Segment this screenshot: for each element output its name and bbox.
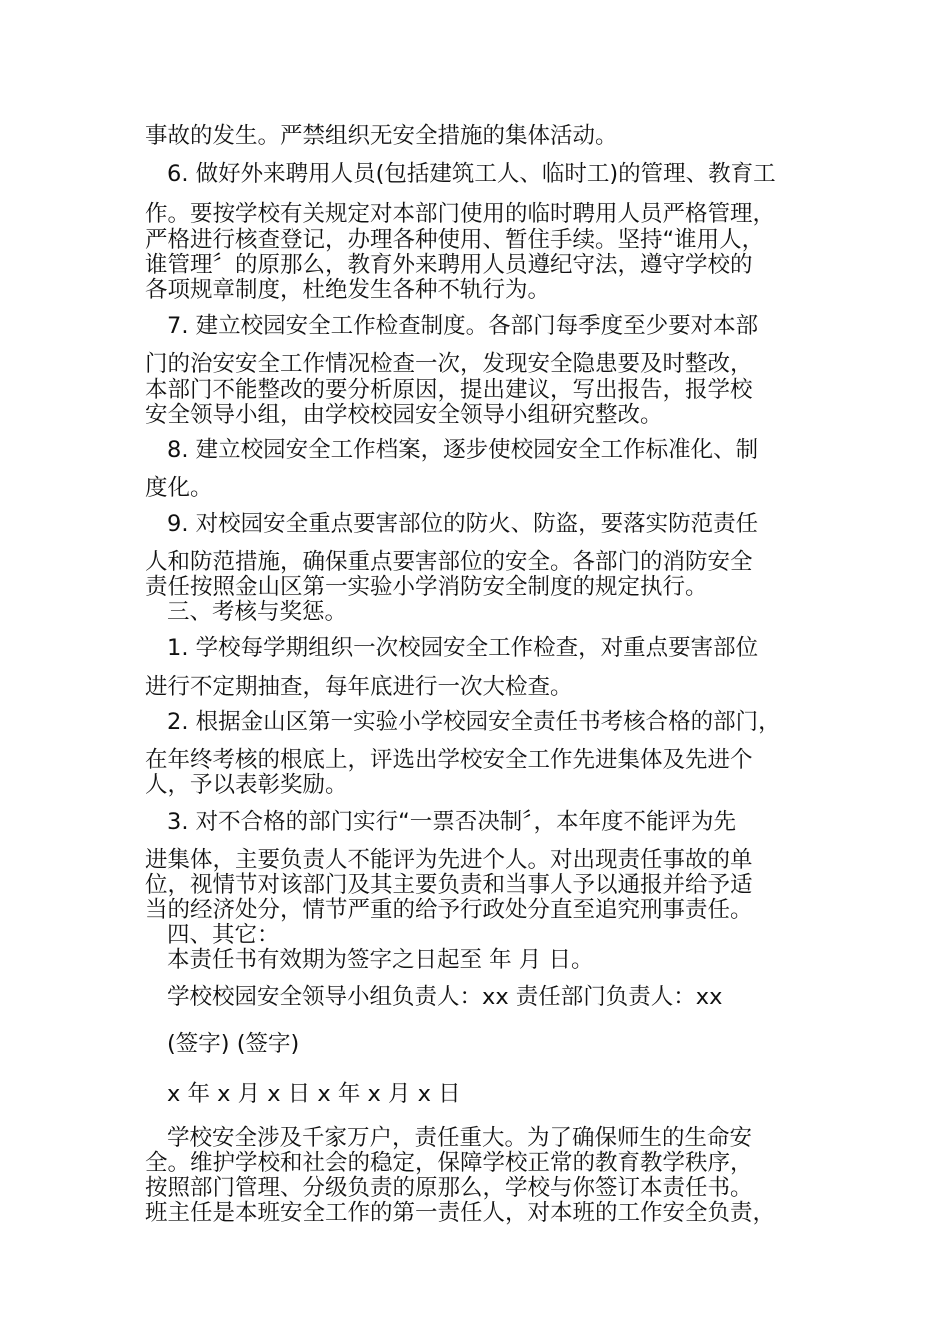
text-line: 度化。 (145, 475, 213, 501)
section-heading-4: 四、其它： (167, 922, 280, 948)
text-line: 门的治安安全工作情况检查一次，发现安全隐患要及时整改， (145, 351, 753, 377)
list-item-3: 3. 对不合格的部门实行“一票否决制〞，本年度不能评为先 (167, 809, 737, 835)
text-line: 进集体，主要负责人不能评为先进个人。对出现责任事故的单 (145, 847, 753, 873)
text-line: 全。维护学校和社会的稳定，保障学校正常的教育教学秩序， (145, 1150, 753, 1176)
validity-line: 本责任书有效期为签字之日起至 年 月 日。 (167, 947, 594, 973)
section-heading-3: 三、考核与奖惩。 (167, 599, 348, 625)
text-line: 人，予以表彰奖励。 (145, 772, 348, 798)
text-line: 当的经济处分，情节严重的给予行政处分直至追究刑事责任。 (145, 897, 753, 923)
text-line: 按照部门管理、分级负责的原那么，学校与你签订本责任书。 (145, 1175, 753, 1201)
list-item-6: 6. 做好外来聘用人员(包括建筑工人、临时工)的管理、教育工 (167, 161, 776, 187)
text-line: 责任按照金山区第一实验小学消防安全制度的规定执行。 (145, 574, 708, 600)
text-line: 作。要按学校有关规定对本部门使用的临时聘用人员严格管理， (145, 201, 776, 227)
date-line: x 年 x 月 x 日 x 年 x 月 x 日 (167, 1081, 461, 1107)
text-line: 事故的发生。严禁组织无安全措施的集体活动。 (145, 123, 618, 149)
text-line: 在年终考核的根底上，评选出学校安全工作先进集体及先进个 (145, 747, 753, 773)
text-line: 进行不定期抽查，每年底进行一次大检查。 (145, 674, 573, 700)
signatory-line: 学校校园安全领导小组负责人：xx 责任部门负责人：xx (167, 984, 723, 1010)
text-line: 本部门不能整改的要分析原因，提出建议，写出报告，报学校 (145, 377, 753, 403)
text-line: 班主任是本班安全工作的第一责任人，对本班的工作安全负责， (145, 1200, 776, 1226)
signature-line: (签字) (签字) (167, 1031, 300, 1057)
text-line: 学校安全涉及千家万户，责任重大。为了确保师生的生命安 (167, 1125, 753, 1151)
list-item-8: 8. 建立校园安全工作档案，逐步使校园安全工作标准化、制 (167, 437, 759, 463)
text-line: 位，视情节对该部门及其主要负责和当事人予以通报并给予适 (145, 872, 753, 898)
text-line: 各项规章制度，杜绝发生各种不轨行为。 (145, 277, 551, 303)
list-item-7: 7. 建立校园安全工作检查制度。各部门每季度至少要对本部 (167, 313, 759, 339)
list-item-2: 2. 根据金山区第一实验小学校园安全责任书考核合格的部门， (167, 709, 781, 735)
list-item-1: 1. 学校每学期组织一次校园安全工作检查，对重点要害部位 (167, 635, 759, 661)
text-line: 人和防范措施，确保重点要害部位的安全。各部门的消防安全 (145, 549, 753, 575)
text-line: 严格进行核查登记，办理各种使用、暂住手续。坚持“谁用人， (145, 227, 765, 253)
text-line: 谁管理〞的原那么，教育外来聘用人员遵纪守法，遵守学校的 (145, 252, 753, 278)
list-item-9: 9. 对校园安全重点要害部位的防火、防盗，要落实防范责任 (167, 511, 759, 537)
text-line: 安全领导小组，由学校校园安全领导小组研究整改。 (145, 402, 663, 428)
